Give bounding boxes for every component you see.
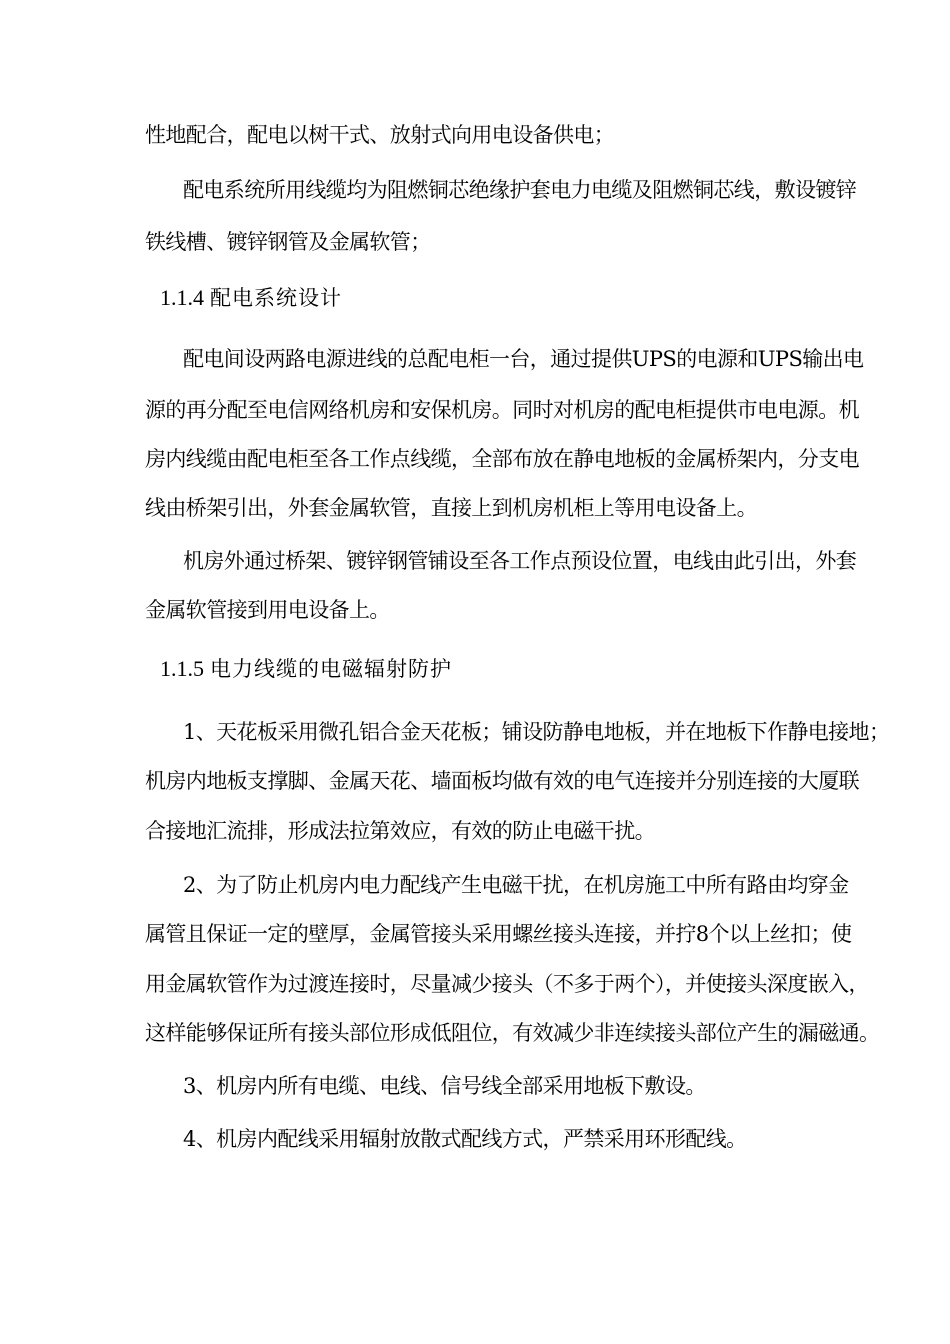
paragraph-line: 房内线缆由配电柜至各工作点线缆，全部布放在静电地板的金属桥架内，分支电 bbox=[145, 447, 859, 471]
paragraph-line: 性地配合，配电以树干式、放射式向用电设备供电； bbox=[145, 123, 615, 147]
paragraph-line: 机房外通过桥架、镀锌钢管铺设至各工作点预设位置，电线由此引出，外套 bbox=[183, 549, 857, 573]
section-number: 1.1.4 bbox=[160, 285, 204, 310]
paragraph-line: 金属软管接到用电设备上。 bbox=[145, 598, 390, 622]
paragraph-line: 配电系统所用线缆均为阻燃铜芯绝缘护套电力电缆及阻燃铜芯线，敷设镀锌 bbox=[183, 178, 857, 202]
paragraph-line: 3、机房内所有电缆、电线、信号线全部采用地板下敷设。 bbox=[183, 1074, 706, 1098]
paragraph-line: 属管且保证一定的壁厚，金属管接头采用螺丝接头连接，并拧8个以上丝扣；使 bbox=[145, 922, 852, 946]
section-number: 1.1.5 bbox=[160, 656, 204, 681]
paragraph-line: 1、天花板采用微孔铝合金天花板；铺设防静电地板，并在地板下作静电接地； bbox=[183, 720, 890, 744]
paragraph-line: 这样能够保证所有接头部位形成低阻位，有效减少非连续接头部位产生的漏磁通。 bbox=[145, 1021, 880, 1045]
paragraph-line: 机房内地板支撑脚、金属天花、墙面板均做有效的电气连接并分别连接的大厦联 bbox=[145, 769, 859, 793]
paragraph-line: 2、为了防止机房内电力配线产生电磁干扰，在机房施工中所有路由均穿金 bbox=[183, 873, 849, 897]
paragraph-line: 源的再分配至电信网络机房和安保机房。同时对机房的配电柜提供市电电源。机 bbox=[145, 398, 859, 422]
paragraph-line: 合接地汇流排，形成法拉第效应，有效的防止电磁干扰。 bbox=[145, 819, 655, 843]
section-heading-1-1-5 bbox=[160, 655, 452, 683]
paragraph-line: 线由桥架引出，外套金属软管，直接上到机房机柜上等用电设备上。 bbox=[145, 496, 757, 520]
paragraph-line: 配电间设两路电源进线的总配电柜一台，通过提供UPS的电源和UPS输出电 bbox=[183, 347, 864, 371]
paragraph-line: 铁线槽、镀锌钢管及金属软管； bbox=[145, 230, 431, 254]
section-title: 配电系统设计 bbox=[210, 286, 342, 310]
section-title: 电力线缆的电磁辐射防护 bbox=[210, 657, 452, 681]
paragraph-line: 4、机房内配线采用辐射放散式配线方式，严禁采用环形配线。 bbox=[183, 1127, 747, 1151]
paragraph-line: 用金属软管作为过渡连接时，尽量减少接头（不多于两个），并使接头深度嵌入， bbox=[145, 972, 869, 996]
section-heading-1-1-4 bbox=[160, 284, 342, 312]
